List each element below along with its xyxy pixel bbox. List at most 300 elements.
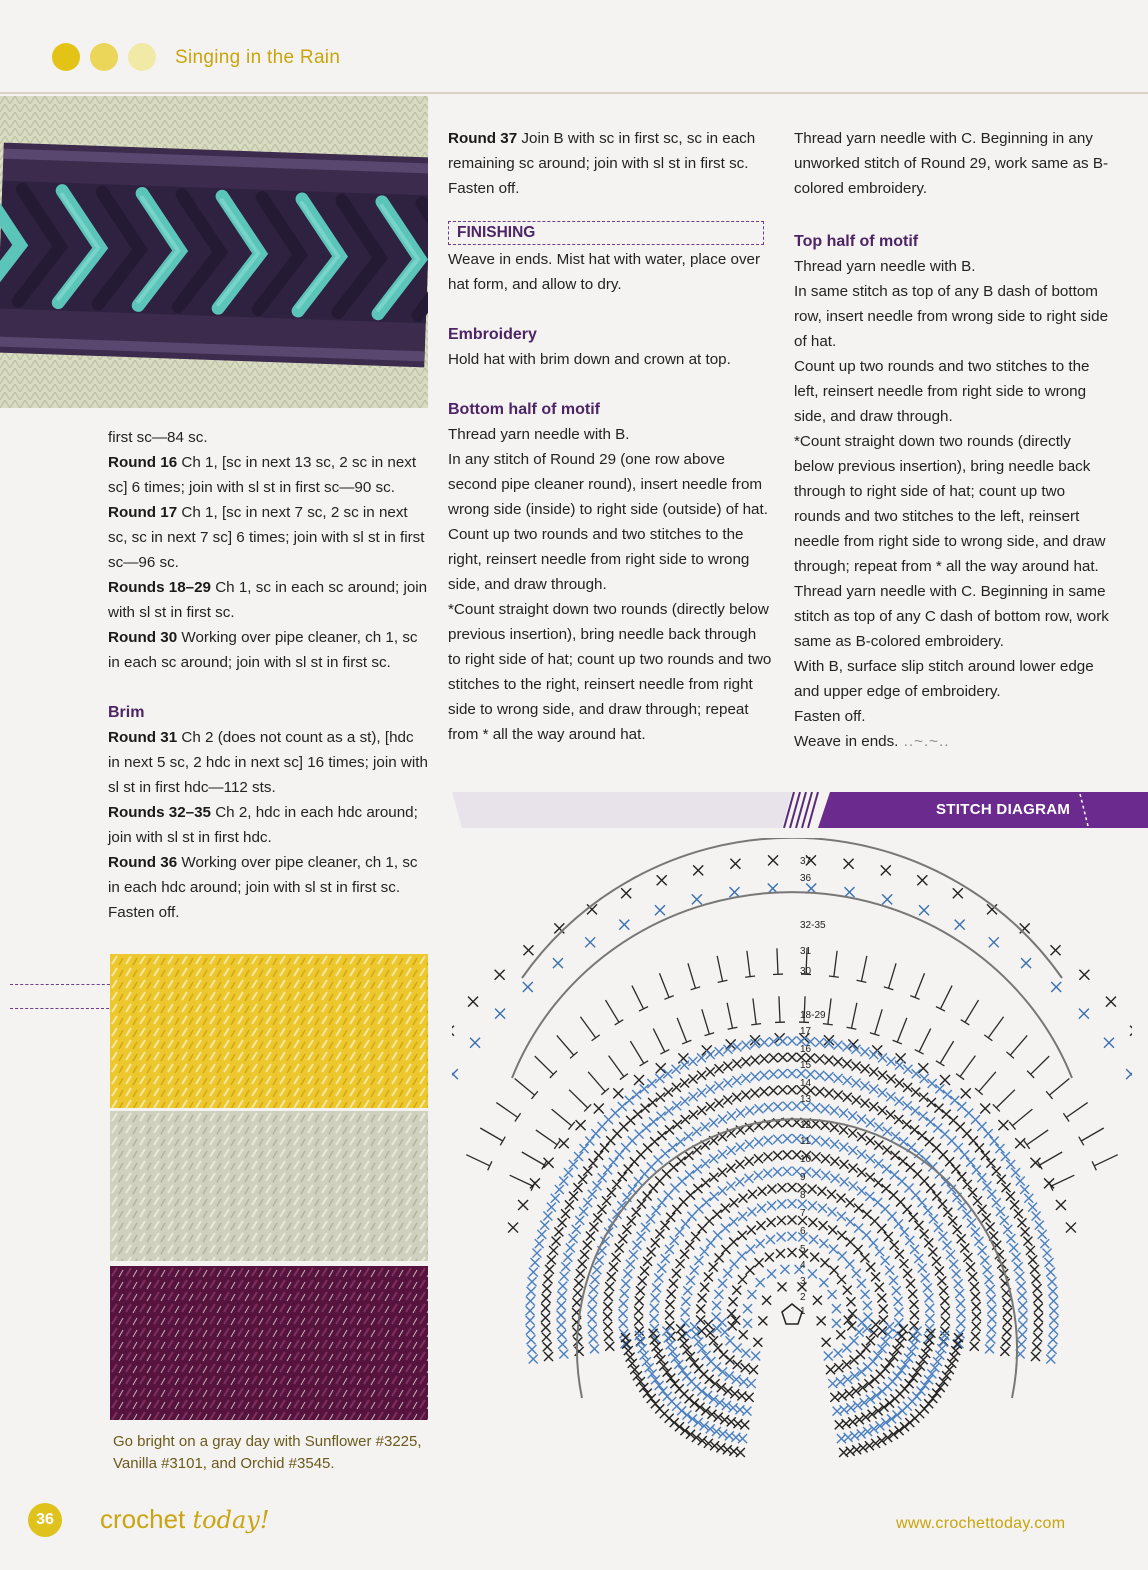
- crown-stitch: [527, 1345, 536, 1354]
- crown-stitch: [697, 1088, 706, 1097]
- crown-stitch: [908, 1289, 917, 1298]
- hdc-stitch: [580, 1017, 599, 1041]
- hdc-stitch: [717, 956, 727, 982]
- crown-stitch: [589, 1159, 598, 1168]
- crown-stitch: [812, 1169, 821, 1178]
- crown-stitch: [657, 1131, 666, 1140]
- crown-lobe-stitch: [932, 1389, 941, 1398]
- crown-stitch: [757, 1221, 766, 1230]
- crown-stitch: [569, 1160, 578, 1169]
- crown-lobe-stitch: [833, 1407, 842, 1416]
- crown-stitch: [697, 1106, 706, 1115]
- crown-lobe-stitch: [909, 1373, 918, 1382]
- crown-stitch: [756, 1278, 765, 1287]
- crown-stitch: [591, 1275, 600, 1284]
- crown-stitch: [924, 1293, 933, 1302]
- crown-stitch: [754, 1138, 763, 1147]
- crown-stitch: [1026, 1246, 1035, 1255]
- crown-stitch: [832, 1304, 841, 1313]
- crown-stitch: [926, 1184, 935, 1193]
- hdc-stitch: [606, 1000, 624, 1025]
- crown-stitch: [751, 1072, 760, 1081]
- crown-stitch: [975, 1143, 984, 1152]
- crown-stitch: [755, 1104, 764, 1113]
- hdc-stitch: [910, 973, 924, 999]
- crown-stitch: [866, 1136, 875, 1145]
- crown-stitch: [885, 1266, 894, 1275]
- round-31: Round 31 Ch 2 (does not count as a st), [hdc in next 5 sc, 2 hdc in next sc] 16 times; join with sl st in first hdc—112 sts.: [108, 729, 428, 796]
- row-37-stitch: [495, 970, 505, 980]
- crown-stitch: [638, 1276, 647, 1285]
- crown-stitch: [1032, 1342, 1041, 1351]
- crown-stitch: [848, 1129, 857, 1138]
- hdc-stitch: [677, 1018, 691, 1044]
- crown-stitch: [986, 1334, 995, 1343]
- pipe-cleaner-arc-lower: [512, 892, 1072, 1078]
- crown-stitch: [875, 1283, 884, 1292]
- hdc-stitch: [870, 1009, 882, 1035]
- try-this-dash-top: [10, 984, 115, 985]
- crown-stitch: [603, 1312, 612, 1321]
- hdc-stitch: [961, 1000, 979, 1025]
- row-label: 13: [800, 1094, 812, 1105]
- crown-stitch: [813, 1296, 822, 1305]
- row-30-stitch: [613, 1088, 623, 1098]
- crown-lobe-stitch: [751, 1352, 760, 1361]
- crown-stitch: [605, 1342, 614, 1351]
- crown-stitch: [819, 1239, 828, 1248]
- crown-stitch: [941, 1306, 950, 1315]
- crown-stitch: [706, 1102, 715, 1111]
- crown-stitch: [718, 1115, 727, 1124]
- brim-heading: Brim: [108, 704, 145, 721]
- row-label: 18-29: [800, 1010, 826, 1021]
- crown-stitch: [937, 1276, 946, 1285]
- row-label: 15: [800, 1060, 812, 1071]
- crown-stitch: [709, 1173, 718, 1182]
- crown-stitch: [729, 1297, 738, 1306]
- row-label: 6: [800, 1226, 806, 1237]
- crown-stitch: [824, 1056, 833, 1065]
- crown-stitch: [949, 1260, 958, 1269]
- crown-stitch: [1035, 1221, 1044, 1230]
- crown-stitch: [1024, 1194, 1033, 1203]
- crown-stitch: [700, 1247, 709, 1256]
- crown-stitch: [557, 1301, 566, 1310]
- crown-lobe-stitch: [837, 1434, 846, 1443]
- row-36-stitch: [470, 1038, 480, 1048]
- crown-stitch: [956, 1319, 965, 1328]
- crown-stitch: [578, 1260, 587, 1269]
- crown-stitch: [715, 1047, 724, 1056]
- crown-stitch: [672, 1101, 681, 1110]
- crown-stitch: [636, 1286, 645, 1295]
- right-column: [794, 126, 1112, 754]
- top-line-8: Weave in ends. ..~.~..: [794, 733, 950, 750]
- crown-stitch: [723, 1095, 732, 1104]
- row-label: 16: [800, 1044, 812, 1055]
- crown-stitch: [597, 1205, 606, 1214]
- crown-stitch: [839, 1109, 848, 1118]
- crown-stitch: [657, 1264, 666, 1273]
- hdc-stitch: [893, 1018, 907, 1044]
- crown-stitch: [843, 1076, 852, 1085]
- crown-stitch: [1034, 1323, 1043, 1332]
- crown-stitch: [691, 1232, 700, 1241]
- crown-stitch: [746, 1245, 755, 1254]
- crown-stitch: [583, 1241, 592, 1250]
- crown-stitch: [1018, 1291, 1027, 1300]
- crown-stitch: [783, 1150, 792, 1159]
- crown-stitch: [812, 1152, 821, 1161]
- round-17: Round 17 Ch 1, [sc in next 7 sc, 2 sc in next sc, sc in next 7 sc] 6 times; join with sl st in first sc—96 sc.: [108, 504, 425, 571]
- crown-stitch: [990, 1137, 999, 1146]
- crown-stitch: [911, 1088, 920, 1097]
- crown-lobe-stitch: [717, 1318, 726, 1327]
- crown-lobe-stitch: [659, 1387, 668, 1396]
- crown-stitch: [701, 1159, 710, 1168]
- crown-lobe-stitch: [655, 1381, 664, 1390]
- crown-stitch: [685, 1241, 694, 1250]
- crown-stitch: [545, 1265, 554, 1274]
- crown-stitch: [612, 1253, 621, 1262]
- row-label: 17: [800, 1026, 812, 1037]
- crown-stitch: [751, 1056, 760, 1065]
- crown-stitch: [834, 1090, 843, 1099]
- crown-stitch: [932, 1257, 941, 1266]
- row-label: 5: [800, 1244, 806, 1255]
- header-dot-3: [128, 43, 156, 71]
- crown-stitch: [554, 1227, 563, 1236]
- row-37-stitch: [468, 997, 478, 1007]
- row-label: 14: [800, 1078, 812, 1089]
- crown-stitch: [1020, 1185, 1029, 1194]
- crown-stitch: [764, 1136, 773, 1145]
- crown-stitch: [849, 1182, 858, 1191]
- hdc-stitch: [510, 1175, 536, 1191]
- crown-stitch: [765, 1253, 774, 1262]
- crown-stitch: [766, 1235, 775, 1244]
- crown-stitch: [684, 1151, 693, 1160]
- row-37-stitch: [693, 865, 703, 875]
- crown-stitch: [857, 1186, 866, 1195]
- crown-stitch: [748, 1190, 757, 1199]
- crown-stitch: [824, 1072, 833, 1081]
- crown-stitch: [1002, 1183, 1011, 1192]
- crown-stitch: [583, 1198, 592, 1207]
- crown-stitch: [1018, 1311, 1027, 1320]
- crown-stitch: [987, 1325, 996, 1334]
- crown-stitch: [788, 1232, 797, 1241]
- crown-stitch: [718, 1168, 727, 1177]
- crown-stitch: [1046, 1355, 1055, 1364]
- row-36-stitch: [955, 920, 965, 930]
- crown-stitch: [680, 1097, 689, 1106]
- crown-stitch: [928, 1247, 937, 1256]
- crown-lobe-stitch: [870, 1375, 879, 1384]
- crown-stitch: [701, 1122, 710, 1131]
- crown-stitch: [860, 1081, 869, 1090]
- crown-stitch: [992, 1167, 1001, 1176]
- crown-stitch: [675, 1227, 684, 1236]
- rounds-32-35: Rounds 32–35 Ch 2, hdc in each hdc around; join with sl st in first hdc.: [108, 804, 418, 846]
- crown-stitch: [1034, 1304, 1043, 1313]
- swatch-caption: Go bright on a gray day with Sunflower #3225, Vanilla #3101, and Orchid #3545.: [113, 1433, 422, 1472]
- crown-stitch: [713, 1210, 722, 1219]
- crown-stitch: [605, 1282, 614, 1291]
- hdc-stitch: [1024, 1130, 1048, 1149]
- crown-stitch: [957, 1234, 966, 1243]
- crown-stitch: [737, 1252, 746, 1261]
- row-label: 31: [800, 946, 812, 957]
- crown-stitch: [938, 1199, 947, 1208]
- crown-stitch: [905, 1236, 914, 1245]
- crown-stitch: [709, 1263, 718, 1272]
- crown-stitch: [996, 1207, 1005, 1216]
- row-37-stitch: [452, 1026, 454, 1036]
- crown-stitch: [962, 1210, 971, 1219]
- crown-stitch: [987, 1295, 996, 1304]
- crown-stitch: [831, 1174, 840, 1183]
- crown-stitch: [574, 1152, 583, 1161]
- crown-stitch: [860, 1064, 869, 1073]
- crown-stitch: [894, 1318, 903, 1327]
- crown-stitch: [894, 1219, 903, 1228]
- crown-stitch: [559, 1177, 568, 1186]
- crown-lobe-stitch: [682, 1372, 691, 1381]
- row-label: 3: [800, 1276, 806, 1287]
- top-line-6: With B, surface slip stitch around lower edge and upper edge of embroidery.: [794, 658, 1094, 700]
- crown-stitch: [669, 1163, 678, 1172]
- crown-lobe-stitch: [680, 1426, 689, 1435]
- crown-stitch: [925, 1304, 934, 1313]
- crown-stitch: [558, 1281, 567, 1290]
- crown-stitch: [712, 1301, 721, 1310]
- crown-stitch: [709, 1118, 718, 1127]
- crown-lobe-stitch: [651, 1399, 660, 1408]
- hdc-stitch: [1009, 1109, 1032, 1129]
- crown-stitch: [973, 1196, 982, 1205]
- crown-stitch: [935, 1084, 944, 1093]
- crown-stitch: [642, 1123, 651, 1132]
- crown-stitch: [621, 1279, 630, 1288]
- crown-stitch: [603, 1302, 612, 1311]
- top-line-5: Thread yarn needle with C. Beginning in same stitch as top of any C dash of bottom row, work same as B-colored embroidery.: [794, 583, 1109, 650]
- crown-stitch: [745, 1266, 754, 1275]
- crown-stitch: [886, 1074, 895, 1083]
- crown-stitch: [857, 1168, 866, 1177]
- crown-stitch: [953, 1225, 962, 1234]
- crown-stitch: [573, 1183, 582, 1192]
- crown-stitch: [895, 1250, 904, 1259]
- hdc-stitch: [557, 1035, 578, 1058]
- crown-stitch: [1028, 1255, 1037, 1264]
- hdc-stitch: [936, 986, 952, 1012]
- crown-stitch: [634, 1306, 643, 1315]
- crown-stitch: [754, 1171, 763, 1180]
- hdc-stitch: [847, 1003, 857, 1029]
- crown-stitch: [1034, 1313, 1043, 1322]
- crown-stitch: [625, 1096, 634, 1105]
- crown-stitch: [718, 1279, 727, 1288]
- crown-stitch: [656, 1093, 665, 1102]
- header-rule: [0, 92, 1148, 94]
- crown-stitch: [1014, 1209, 1023, 1218]
- crown-stitch: [918, 1198, 927, 1207]
- crown-stitch: [1006, 1234, 1015, 1243]
- crown-stitch: [635, 1296, 644, 1305]
- row-37-stitch: [1106, 997, 1116, 1007]
- crown-stitch: [732, 1059, 741, 1068]
- crown-stitch: [808, 1269, 817, 1278]
- crown-stitch: [820, 1104, 829, 1113]
- crown-stitch: [883, 1145, 892, 1154]
- crown-stitch: [1018, 1301, 1027, 1310]
- crown-stitch: [738, 1212, 747, 1221]
- rounds-18-29: Rounds 18–29 Ch 1, sc in each sc around; join with sl st in first sc.: [108, 579, 428, 621]
- row-36-stitch: [452, 1069, 458, 1079]
- crown-stitch: [727, 1111, 736, 1120]
- crown-stitch: [745, 1140, 754, 1149]
- crown-lobe-stitch: [879, 1403, 888, 1412]
- crown-lobe-stitch: [842, 1344, 851, 1353]
- crown-stitch: [706, 1050, 715, 1059]
- crown-stitch: [680, 1061, 689, 1070]
- crown-stitch: [710, 1192, 719, 1201]
- crown-stitch: [1011, 1168, 1020, 1177]
- crown-lobe-stitch: [909, 1340, 918, 1349]
- row-label: 9: [800, 1172, 806, 1183]
- crown-lobe-stitch: [863, 1363, 872, 1372]
- crown-stitch: [767, 1218, 776, 1227]
- hdc-stitch: [522, 1152, 547, 1169]
- crown-stitch: [652, 1206, 661, 1215]
- crown-stitch: [1031, 1275, 1040, 1284]
- crown-stitch: [665, 1311, 674, 1320]
- row-36-stitch: [523, 982, 533, 992]
- crown-stitch: [955, 1289, 964, 1298]
- hdc-stitch: [569, 1090, 591, 1112]
- crown-stitch: [918, 1264, 927, 1273]
- crown-stitch: [769, 1070, 778, 1079]
- crown-stitch: [921, 1273, 930, 1282]
- hdc-stitch: [751, 998, 761, 1024]
- top-line-7: Fasten off.: [794, 708, 866, 725]
- crown-stitch: [578, 1175, 587, 1184]
- crown-lobe-stitch: [682, 1410, 691, 1419]
- crown-stitch: [839, 1126, 848, 1135]
- crown-stitch: [1049, 1316, 1058, 1325]
- crown-stitch: [558, 1218, 567, 1227]
- crown-stitch: [821, 1138, 830, 1147]
- hdc-stitch: [936, 1041, 954, 1066]
- row-30-stitch: [918, 1063, 928, 1073]
- row-36-stitch: [1021, 958, 1031, 968]
- crown-lobe-stitch: [916, 1387, 925, 1396]
- crown-lobe-stitch: [928, 1394, 937, 1403]
- crown-stitch: [860, 1047, 869, 1056]
- crown-stitch: [891, 1151, 900, 1160]
- crown-lobe-stitch: [735, 1405, 744, 1414]
- crown-stitch: [542, 1284, 551, 1293]
- crown-lobe-stitch: [733, 1419, 742, 1428]
- crown-stitch: [992, 1198, 1001, 1207]
- crown-stitch: [971, 1228, 980, 1237]
- crown-stitch: [637, 1199, 646, 1208]
- crown-stitch: [778, 1069, 787, 1078]
- crown-stitch: [954, 1279, 963, 1288]
- crown-stitch: [997, 1175, 1006, 1184]
- crown-stitch: [736, 1143, 745, 1152]
- crown-stitch: [923, 1206, 932, 1215]
- row-label: 11: [800, 1136, 811, 1147]
- crown-stitch: [924, 1238, 933, 1247]
- crown-stitch: [830, 1140, 839, 1149]
- crown-stitch: [886, 1110, 895, 1119]
- stitch-diagram-svg: [452, 838, 1132, 1490]
- crown-stitch: [837, 1275, 846, 1284]
- crown-stitch: [727, 1164, 736, 1173]
- crown-stitch: [706, 1085, 715, 1094]
- crown-stitch: [980, 1256, 989, 1265]
- row-30-stitch: [508, 1223, 518, 1233]
- crown-stitch: [715, 1099, 724, 1108]
- crown-stitch: [588, 1295, 597, 1304]
- crown-stitch: [972, 1302, 981, 1311]
- crown-stitch: [629, 1250, 638, 1259]
- crown-stitch: [966, 1158, 975, 1167]
- crown-stitch: [845, 1260, 854, 1269]
- crown-stitch: [900, 1227, 909, 1236]
- crown-stitch: [878, 1071, 887, 1080]
- crown-stitch: [540, 1221, 549, 1230]
- magazine-logo: crochet today!: [100, 1504, 270, 1534]
- crown-stitch: [986, 1222, 995, 1231]
- crown-stitch: [681, 1115, 690, 1124]
- crown-stitch: [777, 1183, 786, 1192]
- crown-stitch: [1049, 1297, 1058, 1306]
- crown-stitch: [732, 1093, 741, 1102]
- crown-stitch: [920, 1229, 929, 1238]
- crown-stitch: [618, 1172, 627, 1181]
- crown-stitch: [866, 1118, 875, 1127]
- crown-stitch: [778, 1085, 787, 1094]
- crown-stitch: [557, 1320, 566, 1329]
- crown-stitch: [984, 1129, 993, 1138]
- page-number: 36: [28, 1503, 62, 1537]
- crown-lobe-stitch: [725, 1336, 734, 1345]
- crown-stitch: [736, 1160, 745, 1169]
- row-36-stitch: [919, 905, 929, 915]
- crown-stitch: [1038, 1230, 1047, 1239]
- crown-stitch: [951, 1165, 960, 1174]
- crown-stitch: [788, 1183, 797, 1192]
- crown-stitch: [736, 1109, 745, 1118]
- crown-stitch: [676, 1259, 685, 1268]
- crown-stitch: [828, 1207, 837, 1216]
- crown-stitch: [651, 1293, 660, 1302]
- crown-lobe-stitch: [741, 1349, 750, 1358]
- left-column: [108, 425, 428, 925]
- crown-stitch: [960, 1243, 969, 1252]
- crown-stitch: [657, 1112, 666, 1121]
- hdc-stitch: [1037, 1152, 1062, 1169]
- crown-stitch: [894, 1115, 903, 1124]
- crown-stitch: [830, 1123, 839, 1132]
- crown-stitch: [981, 1151, 990, 1160]
- crown-lobe-stitch: [670, 1379, 679, 1388]
- crown-stitch: [956, 1309, 965, 1318]
